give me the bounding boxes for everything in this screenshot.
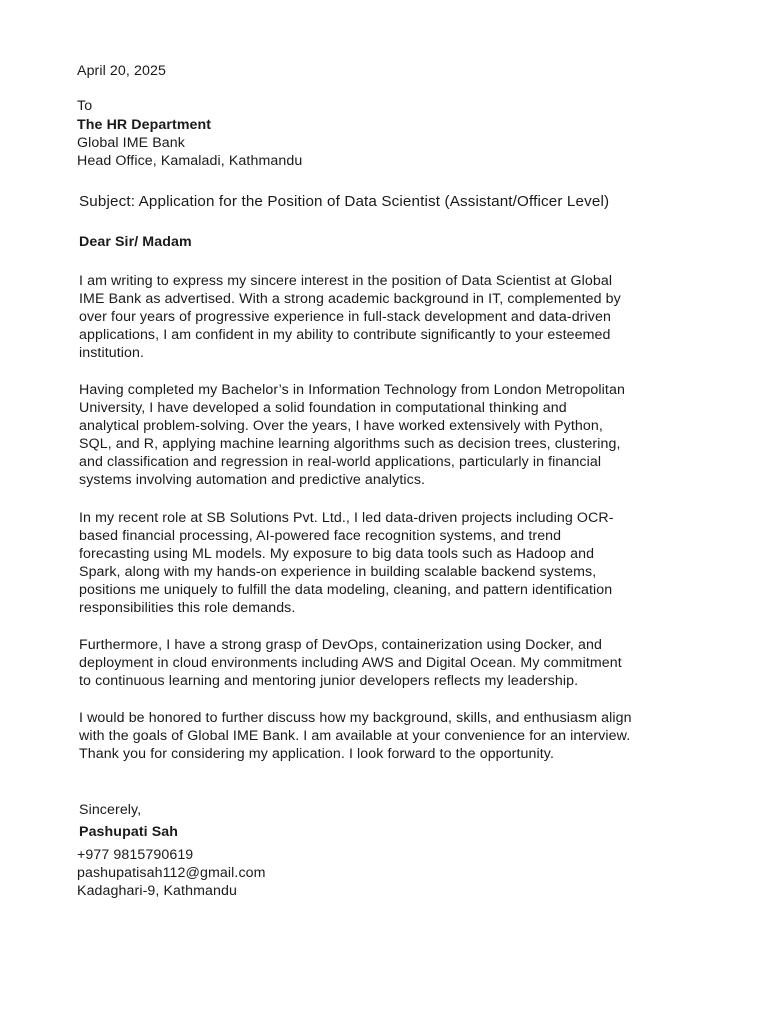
salutation: Dear Sir/ Madam (79, 234, 192, 250)
paragraph-line: In my recent role at SB Solutions Pvt. Ltd., I led data-driven projects including OCR- (79, 510, 614, 526)
paragraph-line: I am writing to express my sincere interest in the position of Data Scientist at Global (79, 273, 613, 289)
paragraph-line: systems involving automation and predictive analytics. (79, 472, 426, 489)
paragraph-line: based financial processing, AI-powered face recognition systems, and trend (79, 528, 562, 545)
paragraph-line: responsibilities this role demands. (79, 600, 296, 617)
body-paragraph-5 (79, 709, 719, 763)
letter-date: April 20, 2025 (77, 63, 166, 79)
sender-address: Kadaghari-9, Kathmandu (77, 883, 237, 899)
paragraph-line: SQL, and R, applying machine learning algorithms such as decision trees, clustering, (79, 436, 621, 453)
paragraph-line: and classification and regression in real-world applications, particularly in financial (79, 454, 602, 471)
paragraph-line: over four years of progressive experience in full-stack development and data-driven (79, 309, 611, 326)
body-paragraph-4 (79, 636, 719, 690)
paragraph-line: Furthermore, I have a strong grasp of DevOps, containerization using Docker, and (79, 637, 602, 653)
paragraph-line: forecasting using ML models. My exposure to big data tools such as Hadoop and (79, 546, 595, 563)
paragraph-line: positions me uniquely to fulfill the data modeling, cleaning, and pattern identification (79, 582, 613, 599)
closing: Sincerely, (79, 802, 142, 818)
body-paragraph-2 (79, 381, 719, 490)
body-paragraph-1 (79, 272, 719, 362)
paragraph-line: I would be honored to further discuss how my background, skills, and enthusiasm align (79, 710, 632, 726)
paragraph-line: University, I have developed a solid foundation in computational thinking and (79, 400, 567, 417)
paragraph-line: analytical problem-solving. Over the years, I have worked extensively with Python, (79, 418, 603, 435)
recipient-address: Head Office, Kamaladi, Kathmandu (77, 153, 303, 169)
letter-subject: Subject: Application for the Position of Data Scientist (Assistant/Officer Level) (79, 193, 610, 210)
sender-phone: +977 9815790619 (77, 847, 194, 863)
paragraph-line: Spark, along with my hands-on experience in building scalable backend systems, (79, 564, 597, 581)
recipient-organization: Global IME Bank (77, 135, 185, 151)
paragraph-line: Having completed my Bachelor’s in Information Technology from London Metropolitan (79, 382, 625, 398)
paragraph-line: deployment in cloud environments including AWS and Digital Ocean. My commitment (79, 655, 622, 672)
sender-email: pashupatisah112@gmail.com (77, 865, 266, 881)
paragraph-line: to continuous learning and mentoring junior developers reflects my leadership. (79, 673, 579, 690)
paragraph-line: Thank you for considering my application. I look forward to the opportunity. (79, 746, 554, 763)
sender-name: Pashupati Sah (79, 824, 179, 840)
paragraph-line: applications, I am confident in my ability to contribute significantly to your esteemed (79, 327, 611, 344)
paragraph-line: institution. (79, 345, 145, 362)
to-label: To (77, 98, 93, 114)
paragraph-line: with the goals of Global IME Bank. I am available at your convenience for an interview. (79, 728, 631, 745)
paragraph-line: IME Bank as advertised. With a strong academic background in IT, complemented by (79, 291, 621, 308)
body-paragraph-3 (79, 509, 719, 618)
recipient-department: The HR Department (77, 117, 212, 133)
